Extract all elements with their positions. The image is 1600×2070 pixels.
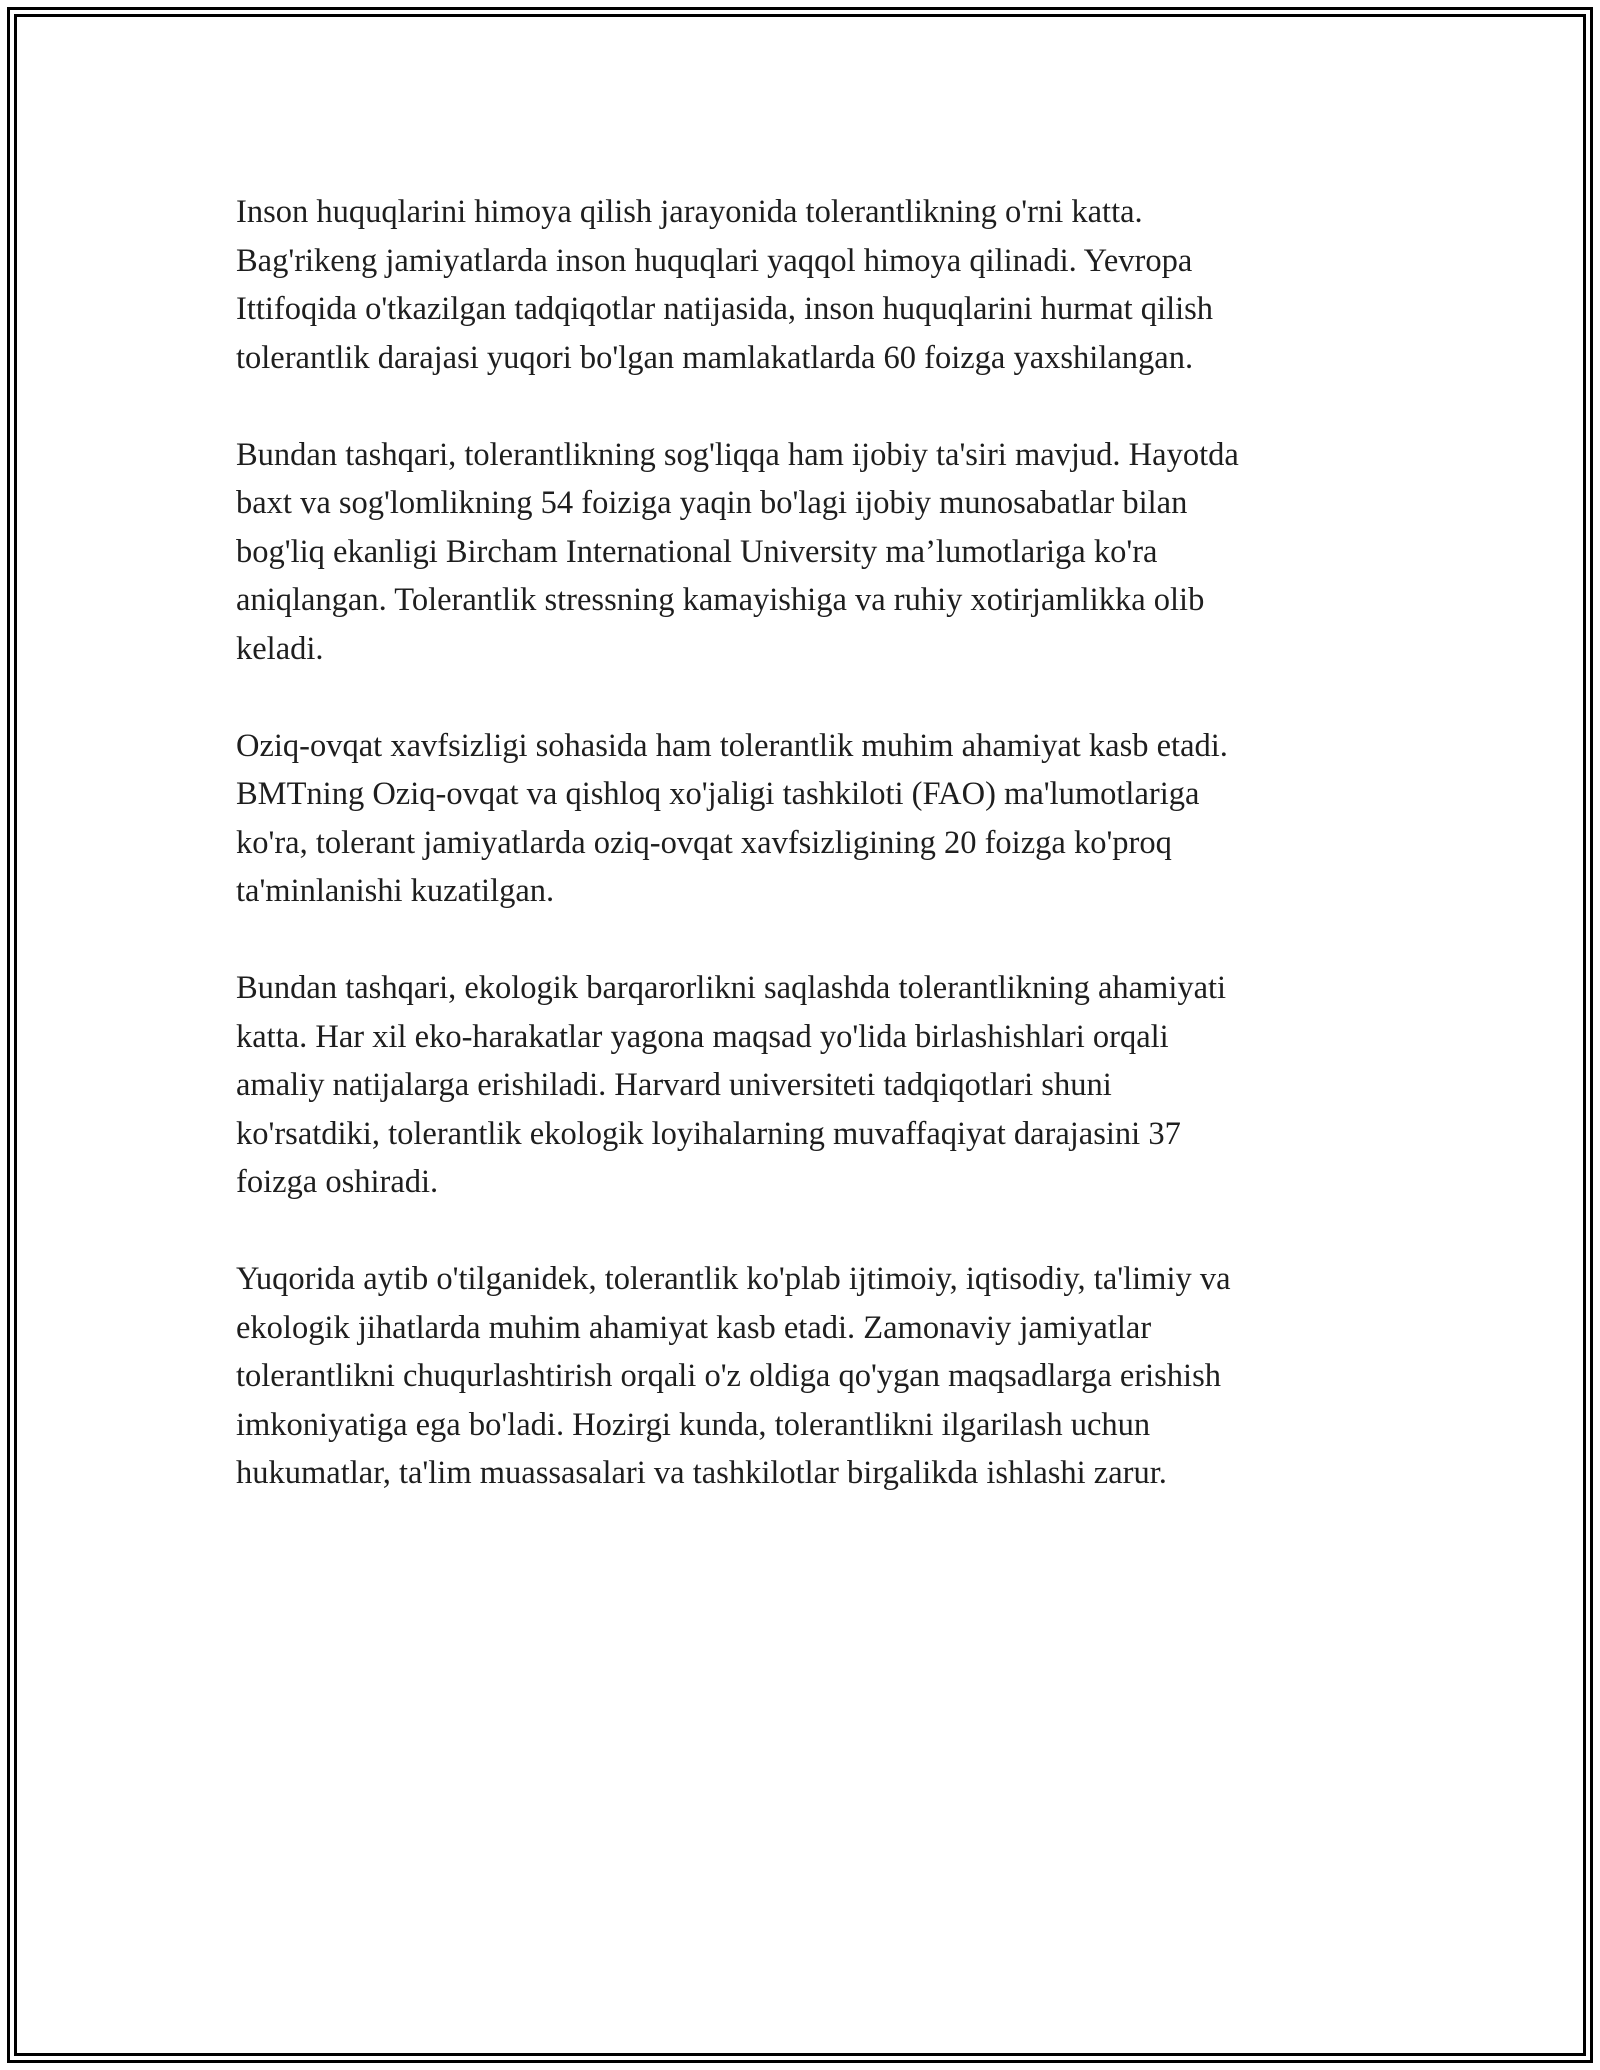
text-line: Bag'rikeng jamiyatlarda inson huquqlari yaqqol himoya qilinadi. Yevropa xyxy=(236,242,1193,279)
text-line: Bundan tashqari, tolerantlikning sog'liqqa ham ijobiy ta'siri mavjud. Hayotda xyxy=(236,436,1239,473)
text-line: hukumatlar, ta'lim muassasalari va tashkilotlar birgalikda ishlashi zarur. xyxy=(236,1455,1167,1491)
text-line: tolerantlik darajasi yuqori bo'lgan mamlakatlarda 60 foizga yaxshilangan. xyxy=(236,339,1194,376)
text-line: ta'minlanishi kuzatilgan. xyxy=(236,873,555,909)
text-line: aniqlangan. Tolerantlik stressning kamayishiga va ruhiy xotirjamlikka olib xyxy=(236,582,1205,618)
document-body xyxy=(236,188,1386,1546)
paragraph-ecology xyxy=(236,964,1386,1207)
text-line: Yuqorida aytib o'tilganidek, tolerantlik ko'plab ijtimoiy, iqtisodiy, ta'limiy va xyxy=(236,1261,1231,1297)
text-line: Oziq-ovqat xavfsizligi sohasida ham tolerantlik muhim ahamiyat kasb etadi. xyxy=(236,727,1228,764)
text-line: Ittifoqida o'tkazilgan tadqiqotlar natijasida, inson huquqlarini hurmat qilish xyxy=(236,291,1214,327)
text-line: tolerantlikni chuqurlashtirish orqali o'z oldiga qo'ygan maqsadlarga erishish xyxy=(236,1358,1221,1394)
text-line: ekologik jihatlarda muhim ahamiyat kasb etadi. Zamonaviy jamiyatlar xyxy=(236,1309,1152,1346)
text-line: ko'ra, tolerant jamiyatlarda oziq-ovqat xavfsizligining 20 foizga ko'proq xyxy=(236,824,1172,861)
paragraph-health xyxy=(236,431,1386,674)
text-line: katta. Har xil eko-harakatlar yagona maqsad yo'lida birlashishlari orqali xyxy=(236,1018,1169,1055)
text-line: Inson huquqlarini himoya qilish jarayonida tolerantlikning o'rni katta. xyxy=(236,194,1143,230)
text-line: BMTning Oziq-ovqat va qishloq xo'jaligi tashkiloti (FAO) ma'lumotlariga xyxy=(236,776,1200,812)
paragraph-food-security xyxy=(236,722,1386,916)
text-line: ko'rsatdiki, tolerantlik ekologik loyihalarning muvaffaqiyat darajasini 37 xyxy=(236,1115,1181,1152)
paragraph-human-rights xyxy=(236,188,1386,382)
text-line: amaliy natijalarga erishiladi. Harvard universiteti tadqiqotlari shuni xyxy=(236,1067,1112,1103)
paragraph-conclusion xyxy=(236,1255,1386,1498)
text-line: Bundan tashqari, ekologik barqarorlikni saqlashda tolerantlikning ahamiyati xyxy=(236,970,1227,1006)
text-line: baxt va sog'lomlikning 54 foiziga yaqin bo'lagi ijobiy munosabatlar bilan xyxy=(236,485,1188,521)
text-line: keladi. xyxy=(236,630,324,667)
text-line: bog'liq ekanligi Bircham International University ma’lumotlariga ko'ra xyxy=(236,533,1158,570)
text-line: foizga oshiradi. xyxy=(236,1164,439,1200)
text-line: imkoniyatiga ega bo'ladi. Hozirgi kunda, tolerantlikni ilgarilash uchun xyxy=(236,1406,1151,1443)
